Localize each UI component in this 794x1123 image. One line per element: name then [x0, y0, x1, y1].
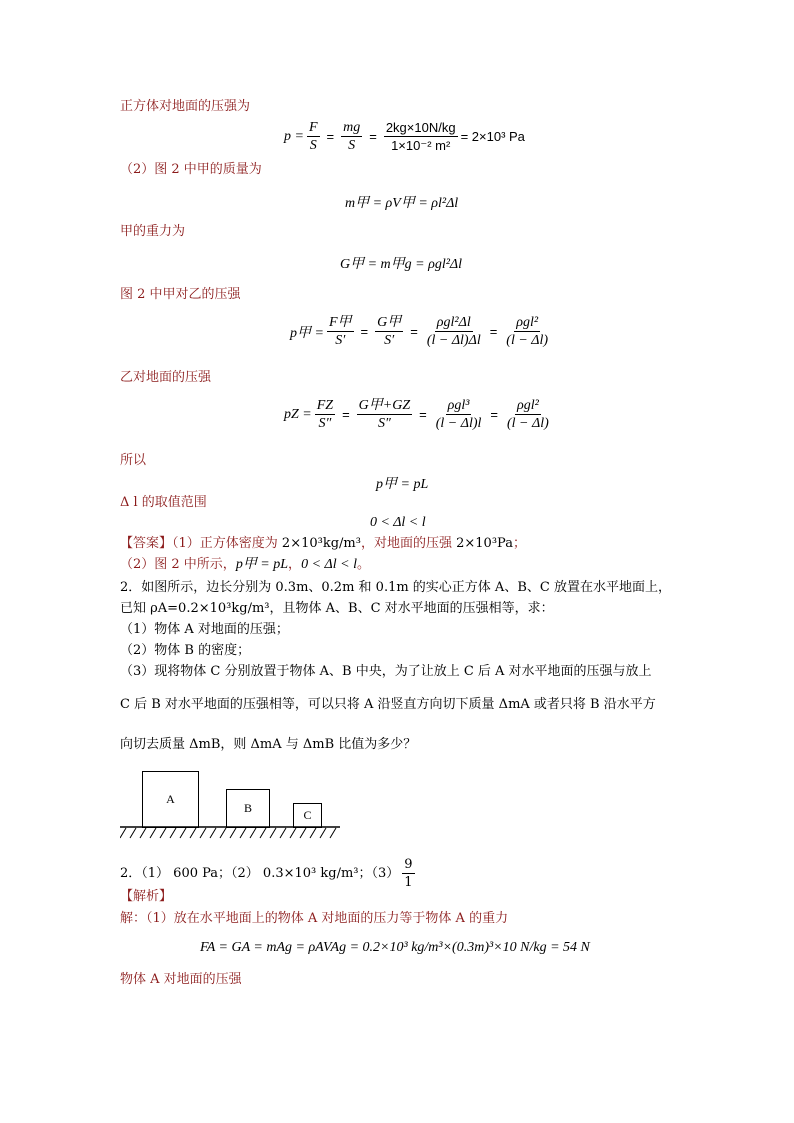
eq-lhs: p =: [284, 128, 304, 144]
question-line: （2）物体 B 的密度；: [120, 643, 251, 658]
equation-mass: m甲 = ρV甲 = ρl²Δl: [345, 196, 459, 211]
equation-pressure-jia: p甲 = $\frac{\text{F甲}}{S'}$ = $\frac{\text{G甲}}{S'}$ = $\frac{\text{ρgl²Δl}}{(l - \Delta l)\Delta l}$ = $\frac{\text{ρgl²}}{(l - \Delta l)}$: [290, 315, 549, 348]
eq-rhs: = 2×10³ Pa: [460, 129, 525, 144]
jiexi-label: 【解析】: [120, 889, 173, 904]
ground-hatch: [120, 826, 340, 840]
text-line: 所以: [120, 453, 147, 468]
question-line: 已知 ρA=0.2×10³kg/m³，且物体 A、B、C 对水平地面的压强相等，求：: [120, 601, 554, 616]
fraction: $\frac{mg}{S}$: [343, 120, 361, 153]
cubes-figure: [120, 765, 340, 845]
fraction: $\frac{9}{1}$: [404, 857, 413, 890]
text-line: （2）图 2 中甲的质量为: [120, 162, 262, 177]
text-line: Δ l 的取值范围: [120, 495, 207, 510]
text-line: 乙对地面的压强: [120, 370, 212, 385]
text-line: 正方体对地面的压强为: [120, 99, 251, 114]
question-line: C 后 B 对水平地面的压强相等，可以只将 A 沿竖直方向切下质量 ΔmA 或者只将 B 沿水平方: [120, 697, 656, 712]
equation-weight: G甲 = m甲g = ρgl²Δl: [340, 257, 463, 272]
question-line: （3）现将物体 C 分别放置于物体 A、B 中央，为了让放上 C 后 A 对水平地面的压强与放上: [120, 664, 652, 679]
answer2-line: 2．（1） 600 Pa；（2） 0.3×10³ kg/m³；（3） $\frac{9}{1}$: [120, 857, 413, 890]
cube-c: C: [293, 803, 322, 828]
equation-pressure-yi: pZ = $\frac{FZ}{S''}$ = $\frac{\text{G甲+GZ}}{S''}$ = $\frac{\text{ρgl³}}{(l - \Delta l)l}$ = $\frac{\text{ρgl²}}{(l - \Delta l)}$: [284, 398, 549, 431]
fraction: $\frac{F}{S}$: [308, 120, 318, 153]
question-line: （1）物体 A 对地面的压强；: [120, 622, 289, 637]
cube-b: B: [226, 789, 270, 828]
question-line: 2．如图所示，边长分别为 0.3m、0.2m 和 0.1m 的实心正方体 A、B、C 放置在水平地面上，: [120, 580, 671, 595]
fraction: $\frac{2kg\times 10N/kg}{\text{1×10⁻² m²}}$: [385, 120, 456, 153]
equation-pressure: p = $\frac{F}{S}$ = $\frac{mg}{S}$ = $\frac{2kg\times 10N/kg}{\text{1×10⁻² m²}}$ = 2×10³ Pa: [284, 120, 525, 153]
text-line: 图 2 中甲对乙的压强: [120, 287, 241, 302]
question-line: 向切去质量 ΔmB，则 ΔmA 与 ΔmB 比值为多少？: [120, 737, 417, 752]
equation-range: 0 < Δl < l: [370, 515, 426, 530]
solution-line: 解：（1）放在水平地面上的物体 A 对地面的压力等于物体 A 的重力: [120, 911, 509, 926]
equation-equal: p甲 = pL: [376, 477, 429, 492]
answer-line: 【答案】（1）正方体密度为 2×10³kg/m³，对地面的压强 2×10³Pa；: [120, 536, 526, 551]
solution-line: 物体 A 对地面的压强: [120, 972, 242, 987]
answer-label: 【答案】: [120, 536, 173, 551]
cube-a: A: [142, 771, 199, 828]
text-line: 甲的重力为: [120, 224, 186, 239]
equation-force: FA = GA = mAg = ρAVAg = 0.2×10³ kg/m³×(0.3m)³×10 N/kg = 54 N: [200, 940, 590, 955]
answer-line: （2）图 2 中所示，p甲 = pL，0 < Δl < l。: [120, 557, 370, 572]
